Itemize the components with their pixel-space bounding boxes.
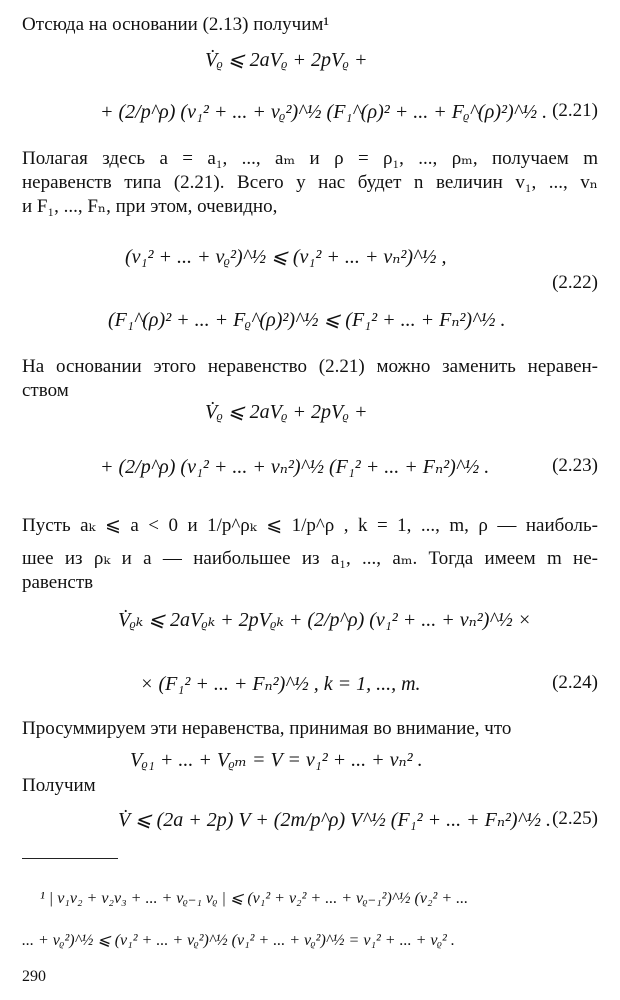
paragraph-4-line-1: Пусть aₖ ⩽ a < 0 и 1/p^ρₖ ⩽ 1/p^ρ , k = 1, ..., m, ρ — наиболь- bbox=[22, 515, 598, 536]
footnote-line-1: ¹ | v₁v₂ + v₂v₃ + ... + vᵨ₋₁ vᵨ | ⩽ (v₁² + v₂² + ... + vᵨ₋₁²)^½ (v₂² + ... bbox=[40, 890, 469, 907]
paragraph-3-line-2: ством bbox=[22, 380, 69, 401]
equation-2-22-line-1: (v₁² + ... + vᵨ²)^½ ⩽ (v₁² + ... + vₙ²)^½ , bbox=[125, 246, 447, 268]
paragraph-5: Просуммируем эти неравенства, принимая во внимание, что bbox=[22, 718, 512, 739]
paragraph-6: Получим bbox=[22, 775, 96, 796]
equation-number-2-22: (2.22) bbox=[552, 272, 598, 293]
equation-number-2-25: (2.25) bbox=[552, 808, 598, 829]
paragraph-2-line-1: Полагая здесь a = a₁, ..., aₘ и ρ = ρ₁, ..., ρₘ, получаем m bbox=[22, 148, 598, 169]
paragraph-4-line-3: равенств bbox=[22, 572, 94, 593]
equation-2-21-line-1: V̇ᵨ ⩽ 2aVᵨ + 2pVᵨ + bbox=[205, 49, 368, 71]
paragraph-3-line-1: На основании этого неравенство (2.21) можно заменить неравен- bbox=[22, 356, 598, 377]
page-number: 290 bbox=[22, 968, 46, 985]
paragraph-2-line-2: неравенств типа (2.21). Всего у нас будет n величин v₁, ..., vₙ bbox=[22, 172, 598, 193]
footnote-separator bbox=[22, 858, 118, 859]
equation-2-23-line-1: V̇ᵨ ⩽ 2aVᵨ + 2pVᵨ + bbox=[205, 401, 368, 423]
equation-number-2-23: (2.23) bbox=[552, 455, 598, 476]
equation-sum: Vᵨ₁ + ... + Vᵨₘ = V = v₁² + ... + vₙ² . bbox=[130, 749, 423, 771]
equation-2-21-line-2: + (2/p^ρ) (v₁² + ... + vᵨ²)^½ (F₁^(ρ)² + ... + Fᵨ^(ρ)²)^½ . bbox=[100, 101, 548, 123]
equation-2-24-line-1: V̇ᵨₖ ⩽ 2aVᵨₖ + 2pVᵨₖ + (2/p^ρ) (v₁² + ... + vₙ²)^½ × bbox=[118, 609, 532, 631]
footnote-line-2: ... + vᵨ²)^½ ⩽ (v₁² + ... + vᵨ²)^½ (v₁² + ... + vᵨ²)^½ = v₁² + ... + vᵨ² . bbox=[22, 932, 455, 949]
paragraph-2-line-3: и F₁, ..., Fₙ, при этом, очевидно, bbox=[22, 196, 278, 217]
paragraph-intro: Отсюда на основании (2.13) получим¹ bbox=[22, 14, 330, 35]
equation-2-23-line-2: + (2/p^ρ) (v₁² + ... + vₙ²)^½ (F₁² + ... + Fₙ²)^½ . bbox=[100, 456, 490, 478]
equation-2-24-line-2: × (F₁² + ... + Fₙ²)^½ , k = 1, ..., m. bbox=[140, 673, 421, 695]
equation-2-22-line-2: (F₁^(ρ)² + ... + Fᵨ^(ρ)²)^½ ⩽ (F₁² + ... + Fₙ²)^½ . bbox=[108, 309, 506, 331]
paragraph-4-line-2: шее из ρₖ и a — наибольшее из a₁, ..., aₘ. Тогда имеем m не- bbox=[22, 548, 598, 569]
equation-number-2-21: (2.21) bbox=[552, 100, 598, 121]
equation-2-25: V̇ ⩽ (2a + 2p) V + (2m/p^ρ) V^½ (F₁² + ... + Fₙ²)^½ . bbox=[118, 809, 552, 831]
equation-number-2-24: (2.24) bbox=[552, 672, 598, 693]
